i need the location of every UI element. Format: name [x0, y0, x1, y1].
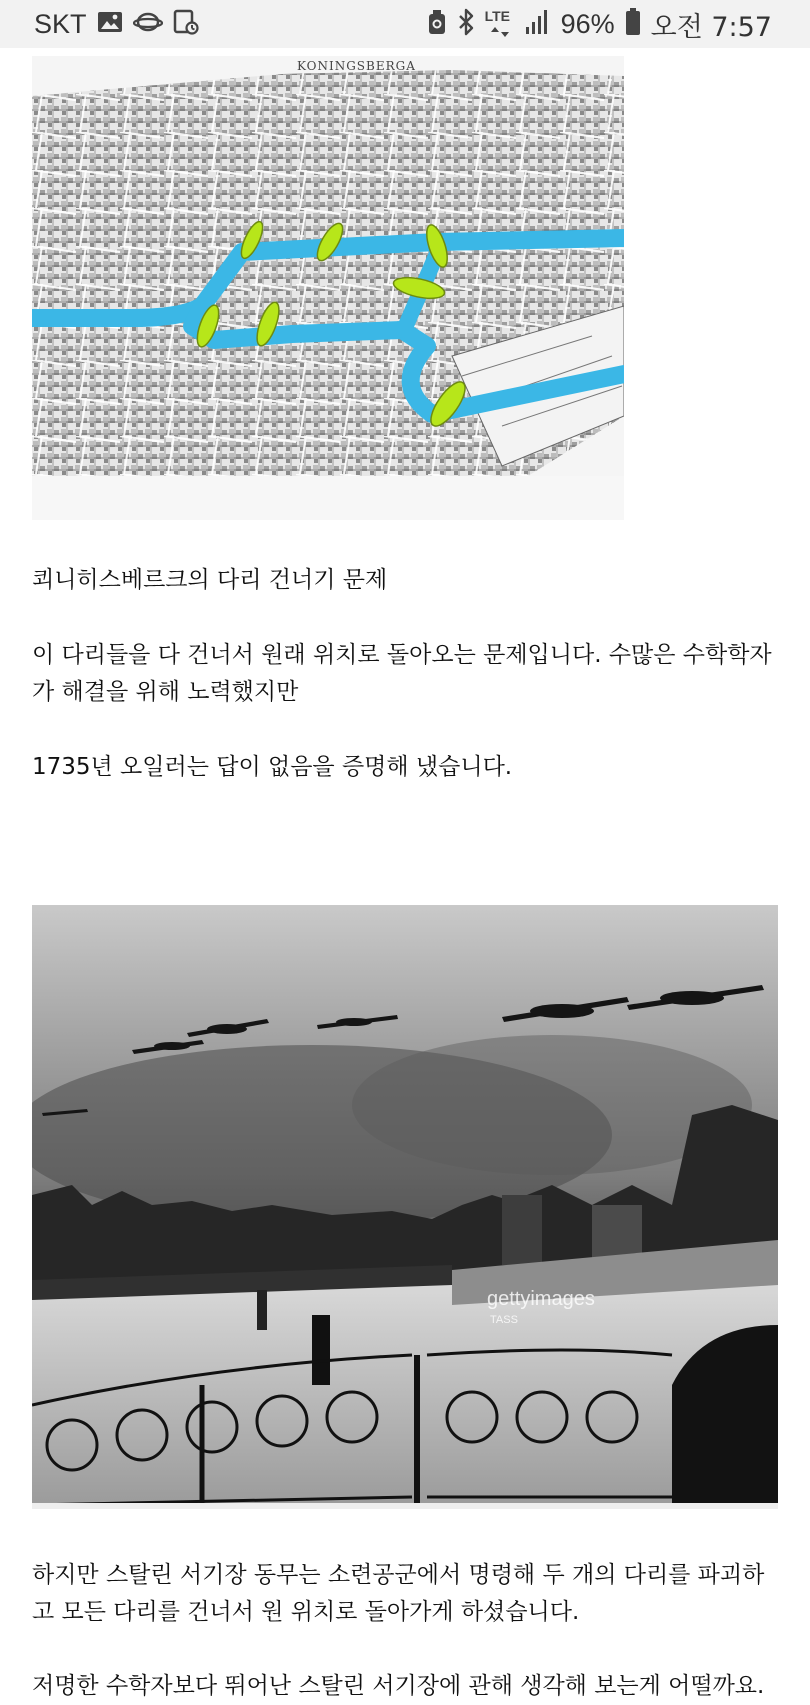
paragraph-1: 이 다리들을 다 건너서 원래 위치로 돌아오는 문제입니다. 수많은 수학학자가 해결을 위해 노력했지만 — [32, 642, 772, 705]
paragraph-2: 1735년 오일러는 답이 없음을 증명해 냈습니다. — [32, 754, 513, 780]
status-bar-right — [427, 5, 772, 44]
paragraph-3: 하지만 스탈린 서기장 동무는 소련공군에서 명령해 두 개의 다리를 파괴하고 모든 다리를 건너서 원 위치로 돌아가게 하셨습니다. — [32, 1562, 765, 1625]
gallery-icon — [97, 10, 123, 38]
cloud-sync-icon — [133, 10, 163, 38]
battery-icon — [625, 8, 641, 40]
paragraph-4: 저명한 수학자보다 뛰어난 스탈린 서기장에 관해 생각해 보는게 어떨까요. — [32, 1673, 765, 1699]
screenshot-icon — [173, 9, 199, 39]
clock: 오전 7:57 — [650, 11, 772, 43]
caption-text: 쾨니히스베르크의 다리 건너기 문제 — [32, 567, 388, 593]
carrier-label: SKT — [34, 8, 87, 39]
status-bar-left — [34, 9, 199, 40]
bluetooth-icon — [457, 8, 475, 40]
trash-clean-icon — [427, 9, 447, 39]
bombers-over-river-photo — [32, 905, 778, 1509]
battery-percent: 96% — [560, 8, 615, 39]
lte-icon — [485, 9, 515, 39]
konigsberg-map-image — [32, 56, 624, 520]
watermark-brand: gettyimages — [487, 1288, 595, 1310]
status-bar — [0, 0, 810, 48]
signal-icon — [525, 9, 551, 39]
lte-label: LTE — [484, 8, 510, 24]
map-title: KONINGSBERGA — [297, 59, 416, 73]
watermark-credit: TASS — [490, 1314, 518, 1326]
